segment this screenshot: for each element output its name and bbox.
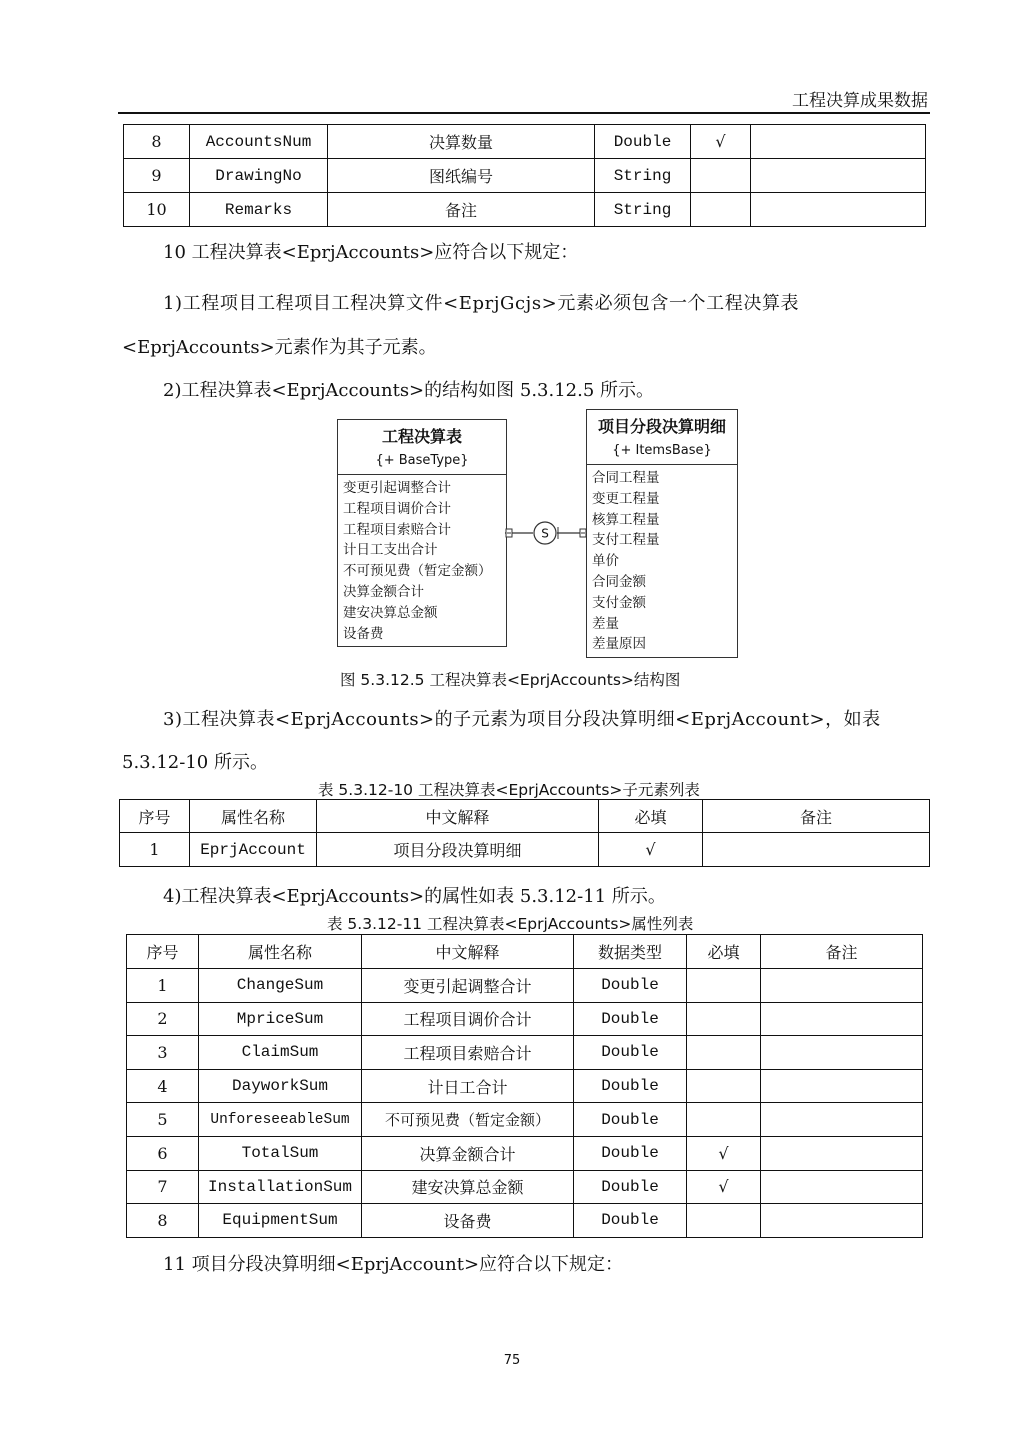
table-10 [119, 799, 930, 867]
diagram-attr: 不可预见费（暂定金额） [343, 563, 492, 580]
table-row: 5 UnforeseeableSum 不可预见费（暂定金额） Double [127, 1103, 923, 1137]
diagram-box-subtitle: {+ BaseType} [375, 453, 469, 468]
diagram-box-accounts [337, 419, 507, 647]
table-row: 10 Remarks 备注 String [124, 193, 926, 227]
diagram-attr: 变更引起调整合计 [343, 480, 451, 496]
table-10-caption: 表 5.3.12-10 工程决算表<EprjAccounts>子元素列表 [318, 781, 700, 799]
diagram-attr: 决算金额合计 [343, 583, 424, 600]
table-row: 1 ChangeSum 变更引起调整合计 Double [127, 969, 923, 1003]
diagram-box-title: 项目分段决算明细 [597, 417, 726, 436]
diagram-box-title: 工程决算表 [381, 427, 462, 446]
diagram-attr: 差量 [592, 615, 619, 632]
table-row: 4 DayworkSum 计日工合计 Double [127, 1069, 923, 1103]
table-header-row: 序号 属性名称 中文解释 必填 备注 [120, 800, 930, 833]
paragraph-3-line1: 3)工程决算表<EprjAccounts>的子元素为项目分段决算明细<EprjAccount>，如表 [163, 709, 881, 730]
table-11-caption: 表 5.3.12-11 工程决算表<EprjAccounts>属性列表 [327, 915, 694, 933]
table-header-row: 序号 属性名称 中文解释 数据类型 必填 备注 [127, 935, 923, 969]
diagram-attr: 合同工程量 [592, 470, 660, 486]
page-number: 75 [503, 1353, 521, 1368]
diagram-connector [505, 518, 587, 548]
paragraph-2: 2)工程决算表<EprjAccounts>的结构如图 5.3.12.5 所示。 [163, 380, 655, 401]
diagram-box-account-detail [586, 409, 738, 658]
table-top-continuation [123, 124, 926, 227]
table-11 [126, 934, 923, 1238]
running-header: 工程决算成果数据 [792, 91, 928, 111]
table-row: 8 EquipmentSum 设备费 Double [127, 1204, 923, 1238]
table-row: 8 AccountsNum 决算数量 Double √ [124, 125, 926, 159]
header-rule [118, 112, 930, 114]
figure-caption: 图 5.3.12.5 工程决算表<EprjAccounts>结构图 [340, 671, 681, 689]
diagram-attr: 合同金额 [592, 573, 646, 590]
paragraph-1-line2: <EprjAccounts>元素作为其子元素。 [122, 337, 437, 358]
paragraph-1-line1: 1)工程项目工程项目工程决算文件<EprjGcjs>元素必须包含一个工程决算表 [163, 293, 800, 314]
table-row: 7 InstallationSum 建安决算总金额 Double √ [127, 1170, 923, 1204]
paragraph-11: 11 项目分段决算明细<EprjAccount>应符合以下规定： [163, 1254, 624, 1275]
diagram-attr: 支付工程量 [592, 532, 660, 549]
diagram-attr: 单价 [592, 553, 619, 570]
diagram-attr: 建安决算总金额 [343, 604, 438, 621]
diagram-box-subtitle: {+ ItemsBase} [612, 443, 712, 458]
diagram-attr: 设备费 [343, 625, 384, 642]
diagram-attr: 核算工程量 [592, 511, 660, 528]
diagram-attr: 计日工支出合计 [343, 542, 438, 559]
diagram-attr: 支付金额 [592, 594, 646, 611]
table-row: 3 ClaimSum 工程项目索赔合计 Double [127, 1036, 923, 1070]
diagram-attr: 工程项目索赔合计 [343, 521, 451, 538]
table-row: 6 TotalSum 决算金额合计 Double √ [127, 1136, 923, 1170]
table-row: 1 EprjAccount 项目分段决算明细 √ [120, 833, 930, 867]
diagram-attr: 变更工程量 [592, 490, 660, 507]
sequence-label: S [541, 526, 549, 541]
table-row: 9 DrawingNo 图纸编号 String [124, 159, 926, 193]
diagram-attr: 差量原因 [592, 636, 646, 653]
table-row: 2 MpriceSum 工程项目调价合计 Double [127, 1002, 923, 1036]
paragraph-3-line2: 5.3.12-10 所示。 [122, 752, 268, 773]
diagram-attr: 工程项目调价合计 [343, 500, 451, 517]
paragraph-10: 10 工程决算表<EprjAccounts>应符合以下规定： [163, 242, 579, 263]
paragraph-4: 4)工程决算表<EprjAccounts>的属性如表 5.3.12-11 所示。 [163, 886, 666, 907]
